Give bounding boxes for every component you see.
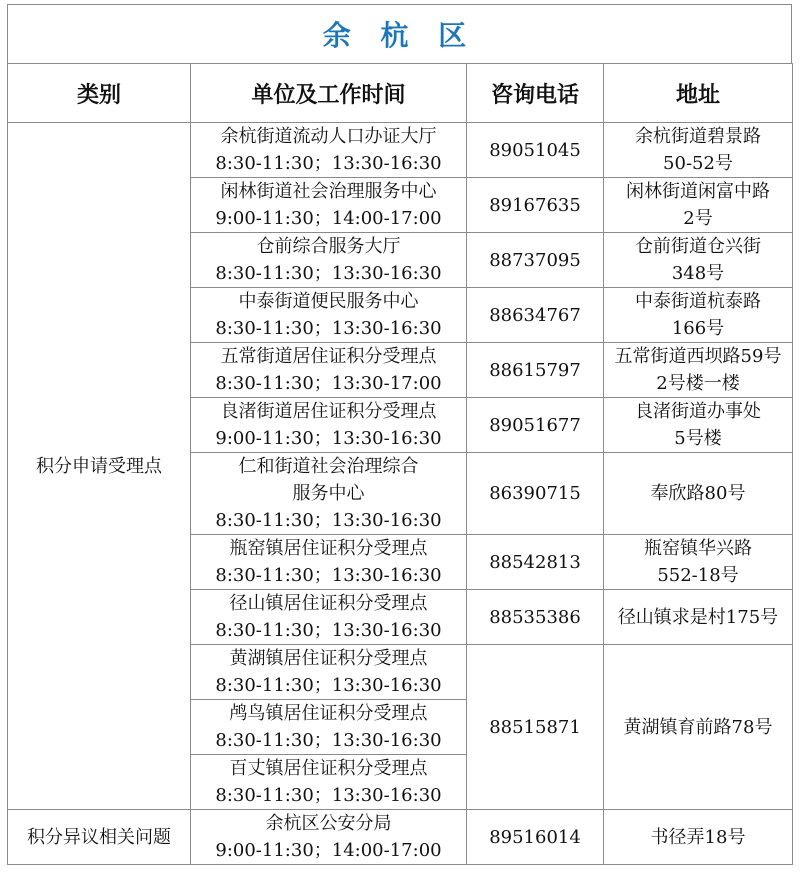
- address-line: 348号: [671, 263, 725, 284]
- address-cell: [604, 343, 793, 398]
- address-line: 径山镇求是村175号: [617, 606, 779, 628]
- header-phone: 咨询电话: [467, 64, 604, 123]
- address-cell: [604, 178, 793, 233]
- address-cell: [604, 810, 793, 865]
- phone-cell: 89051677: [467, 398, 604, 453]
- category-cell: 积分申请受理点: [8, 123, 191, 810]
- address-cell: [604, 645, 793, 810]
- phone-cell: 88535386: [467, 590, 604, 645]
- unit-cell: [191, 535, 467, 590]
- address-cell: [604, 398, 793, 453]
- unit-cell: [191, 700, 467, 755]
- unit-name: 百丈镇居住证积分受理点: [229, 758, 428, 779]
- unit-name: 径山镇居住证积分受理点: [229, 593, 428, 614]
- phone-cell: 88737095: [467, 233, 604, 288]
- address-line: 奉欣路80号: [650, 483, 746, 504]
- address-cell: [604, 535, 793, 590]
- address-cell: [604, 288, 793, 343]
- phone-cell: 89516014: [467, 810, 604, 865]
- phone-cell: 88634767: [467, 288, 604, 343]
- unit-hours: 8:30-11:30；13:30-17:00: [215, 373, 442, 394]
- unit-cell: [191, 810, 467, 865]
- address-cell: [604, 233, 793, 288]
- title-bar: [7, 4, 792, 63]
- unit-cell: [191, 398, 467, 453]
- unit-name: 仁和街道社会治理综合: [238, 456, 419, 477]
- page-title: 余 杭 区: [322, 19, 477, 52]
- address-line: 552-18号: [657, 565, 739, 586]
- unit-name: 鸬鸟镇居住证积分受理点: [229, 703, 428, 724]
- phone-cell: 88542813: [467, 535, 604, 590]
- unit-cell: [191, 755, 467, 810]
- header-row: [8, 64, 793, 123]
- unit-cell: [191, 178, 467, 233]
- category-cell: 积分异议相关问题: [8, 810, 191, 865]
- unit-hours: 8:30-11:30；13:30-16:30: [215, 263, 442, 284]
- unit-name: 中泰街道便民服务中心: [238, 291, 419, 312]
- address-cell: [604, 123, 793, 178]
- phone-cell: 86390715: [467, 453, 604, 535]
- unit-hours: 9:00-11:30；13:30-16:30: [215, 428, 442, 449]
- unit-name-cont: 服务中心: [292, 483, 365, 504]
- phone-cell: 88515871: [467, 645, 604, 810]
- unit-cell: [191, 123, 467, 178]
- header-unit: 单位及工作时间: [191, 64, 467, 123]
- unit-cell: [191, 645, 467, 700]
- address-cell: [604, 590, 793, 645]
- unit-hours: 8:30-11:30；13:30-16:30: [215, 675, 442, 696]
- unit-name: 余杭区公安分局: [265, 813, 392, 834]
- header-category: 类别: [8, 64, 191, 123]
- address-line: 2号: [683, 208, 713, 229]
- document: [7, 4, 792, 865]
- unit-hours: 8:30-11:30；13:30-16:30: [215, 785, 442, 806]
- phone-cell: 88615797: [467, 343, 604, 398]
- unit-cell: [191, 590, 467, 645]
- phone-cell: 89167635: [467, 178, 604, 233]
- phone-cell: 89051045: [467, 123, 604, 178]
- address-line: 166号: [671, 318, 725, 339]
- address-line: 中泰街道杭泰路: [635, 291, 761, 312]
- address-line: 余杭街道碧景路: [635, 126, 761, 147]
- info-table: [7, 63, 793, 865]
- unit-hours: 8:30-11:30；13:30-16:30: [215, 318, 442, 339]
- address-line: 良渚街道办事处: [635, 401, 761, 422]
- address-cell: [604, 453, 793, 535]
- unit-hours: 8:30-11:30；13:30-16:30: [215, 565, 442, 586]
- unit-name: 仓前综合服务大厅: [256, 236, 401, 257]
- unit-hours: 8:30-11:30；13:30-16:30: [215, 620, 442, 641]
- table-row: [8, 123, 793, 178]
- unit-name: 闲林街道社会治理服务中心: [220, 181, 437, 202]
- unit-name: 余杭街道流动人口办证大厅: [220, 126, 437, 147]
- unit-name: 五常街道居住证积分受理点: [220, 346, 437, 367]
- unit-cell: [191, 233, 467, 288]
- unit-hours: 8:30-11:30；13:30-16:30: [215, 510, 442, 531]
- address-line: 闲林街道闲富中路: [626, 181, 770, 202]
- address-line: 50-52号: [663, 153, 733, 174]
- unit-cell: [191, 453, 467, 535]
- unit-cell: [191, 343, 467, 398]
- table-row: [8, 810, 793, 865]
- address-line: 五常街道西坝路59号: [614, 346, 782, 367]
- address-line: 黄湖镇育前路78号: [623, 716, 773, 738]
- address-line: 仓前街道仓兴街: [635, 236, 761, 257]
- unit-hours: 8:30-11:30；13:30-16:30: [215, 730, 442, 751]
- address-line: 瓶窑镇华兴路: [644, 538, 752, 559]
- unit-hours: 9:00-11:30；14:00-17:00: [215, 840, 442, 861]
- unit-name: 瓶窑镇居住证积分受理点: [229, 538, 428, 559]
- unit-name: 黄湖镇居住证积分受理点: [229, 648, 428, 669]
- address-line: 2号楼一楼: [656, 373, 740, 394]
- unit-cell: [191, 288, 467, 343]
- unit-name: 良渚街道居住证积分受理点: [220, 401, 437, 422]
- address-line: 书径弄18号: [650, 826, 746, 848]
- address-line: 5号楼: [674, 428, 722, 449]
- header-address: 地址: [604, 64, 793, 123]
- unit-hours: 8:30-11:30；13:30-16:30: [215, 153, 442, 174]
- unit-hours: 9:00-11:30；14:00-17:00: [215, 208, 442, 229]
